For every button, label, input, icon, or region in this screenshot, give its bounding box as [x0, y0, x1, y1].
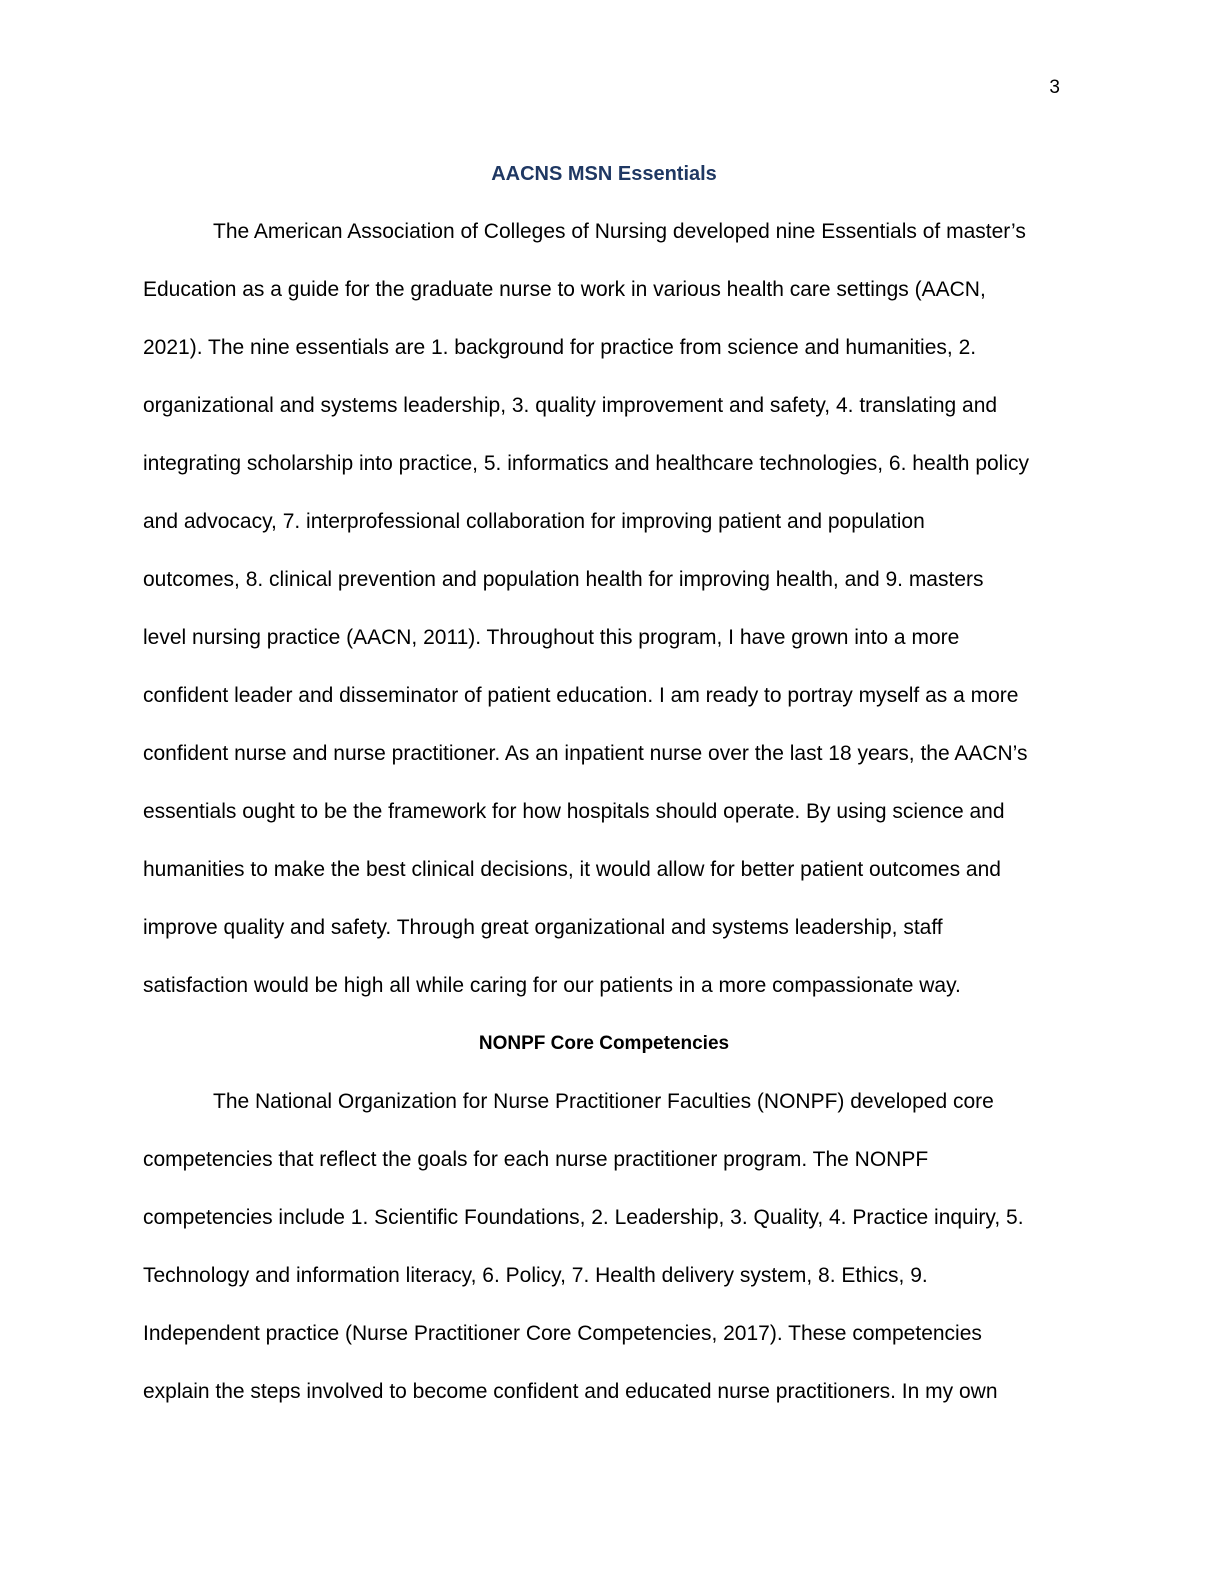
paragraph-line: competencies include 1. Scientific Foundations, 2. Leadership, 3. Quality, 4. Practice inquiry, 5. [143, 1206, 1024, 1229]
paragraph-line: competencies that reflect the goals for each nurse practitioner program. The NONPF [143, 1148, 929, 1171]
paragraph-line: Independent practice (Nurse Practitioner Core Competencies, 2017). These competencies [143, 1322, 982, 1345]
section-nonpf-core-competencies [143, 1015, 1065, 1421]
paragraph-line: integrating scholarship into practice, 5. informatics and healthcare technologies, 6. health policy [143, 452, 1030, 475]
paragraph [143, 1073, 1065, 1421]
paragraph-line: organizational and systems leadership, 3. quality improvement and safety, 4. translating and [143, 394, 998, 417]
section-heading: NONPF Core Competencies [478, 1033, 730, 1054]
document-body [143, 145, 1065, 1421]
page-number: 3 [1049, 77, 1060, 98]
paragraph-line: Education as a guide for the graduate nurse to work in various health care settings (AACN, [143, 278, 986, 301]
paragraph-line: and advocacy, 7. interprofessional collaboration for improving patient and population [143, 510, 925, 533]
paragraph [143, 203, 1065, 1015]
paragraph-line: essentials ought to be the framework for how hospitals should operate. By using science and [143, 800, 1005, 823]
paragraph-line: satisfaction would be high all while caring for our patients in a more compassionate way. [143, 974, 961, 997]
section-heading: AACNS MSN Essentials [491, 163, 717, 185]
paragraph-line: Technology and information literacy, 6. Policy, 7. Health delivery system, 8. Ethics, 9. [143, 1264, 928, 1287]
paragraph-line: 2021). The nine essentials are 1. background for practice from science and humanities, 2. [143, 336, 977, 359]
paragraph-line: The National Organization for Nurse Practitioner Faculties (NONPF) developed core [213, 1090, 994, 1113]
paragraph-line: humanities to make the best clinical decisions, it would allow for better patient outcomes and [143, 858, 1001, 881]
paragraph-line: level nursing practice (AACN, 2011). Throughout this program, I have grown into a more [143, 626, 960, 649]
paragraph-line: The American Association of Colleges of Nursing developed nine Essentials of master’s [213, 220, 1026, 243]
paragraph-line: explain the steps involved to become confident and educated nurse practitioners. In my own [143, 1380, 998, 1403]
paragraph-line: outcomes, 8. clinical prevention and population health for improving health, and 9. masters [143, 568, 984, 591]
paragraph-line: improve quality and safety. Through great organizational and systems leadership, staff [143, 916, 943, 939]
paragraph-line: confident nurse and nurse practitioner. As an inpatient nurse over the last 18 years, the AACN’s [143, 742, 1028, 765]
paragraph-line: confident leader and disseminator of patient education. I am ready to portray myself as a more [143, 684, 1019, 707]
section-aacns-msn-essentials [143, 145, 1065, 1015]
